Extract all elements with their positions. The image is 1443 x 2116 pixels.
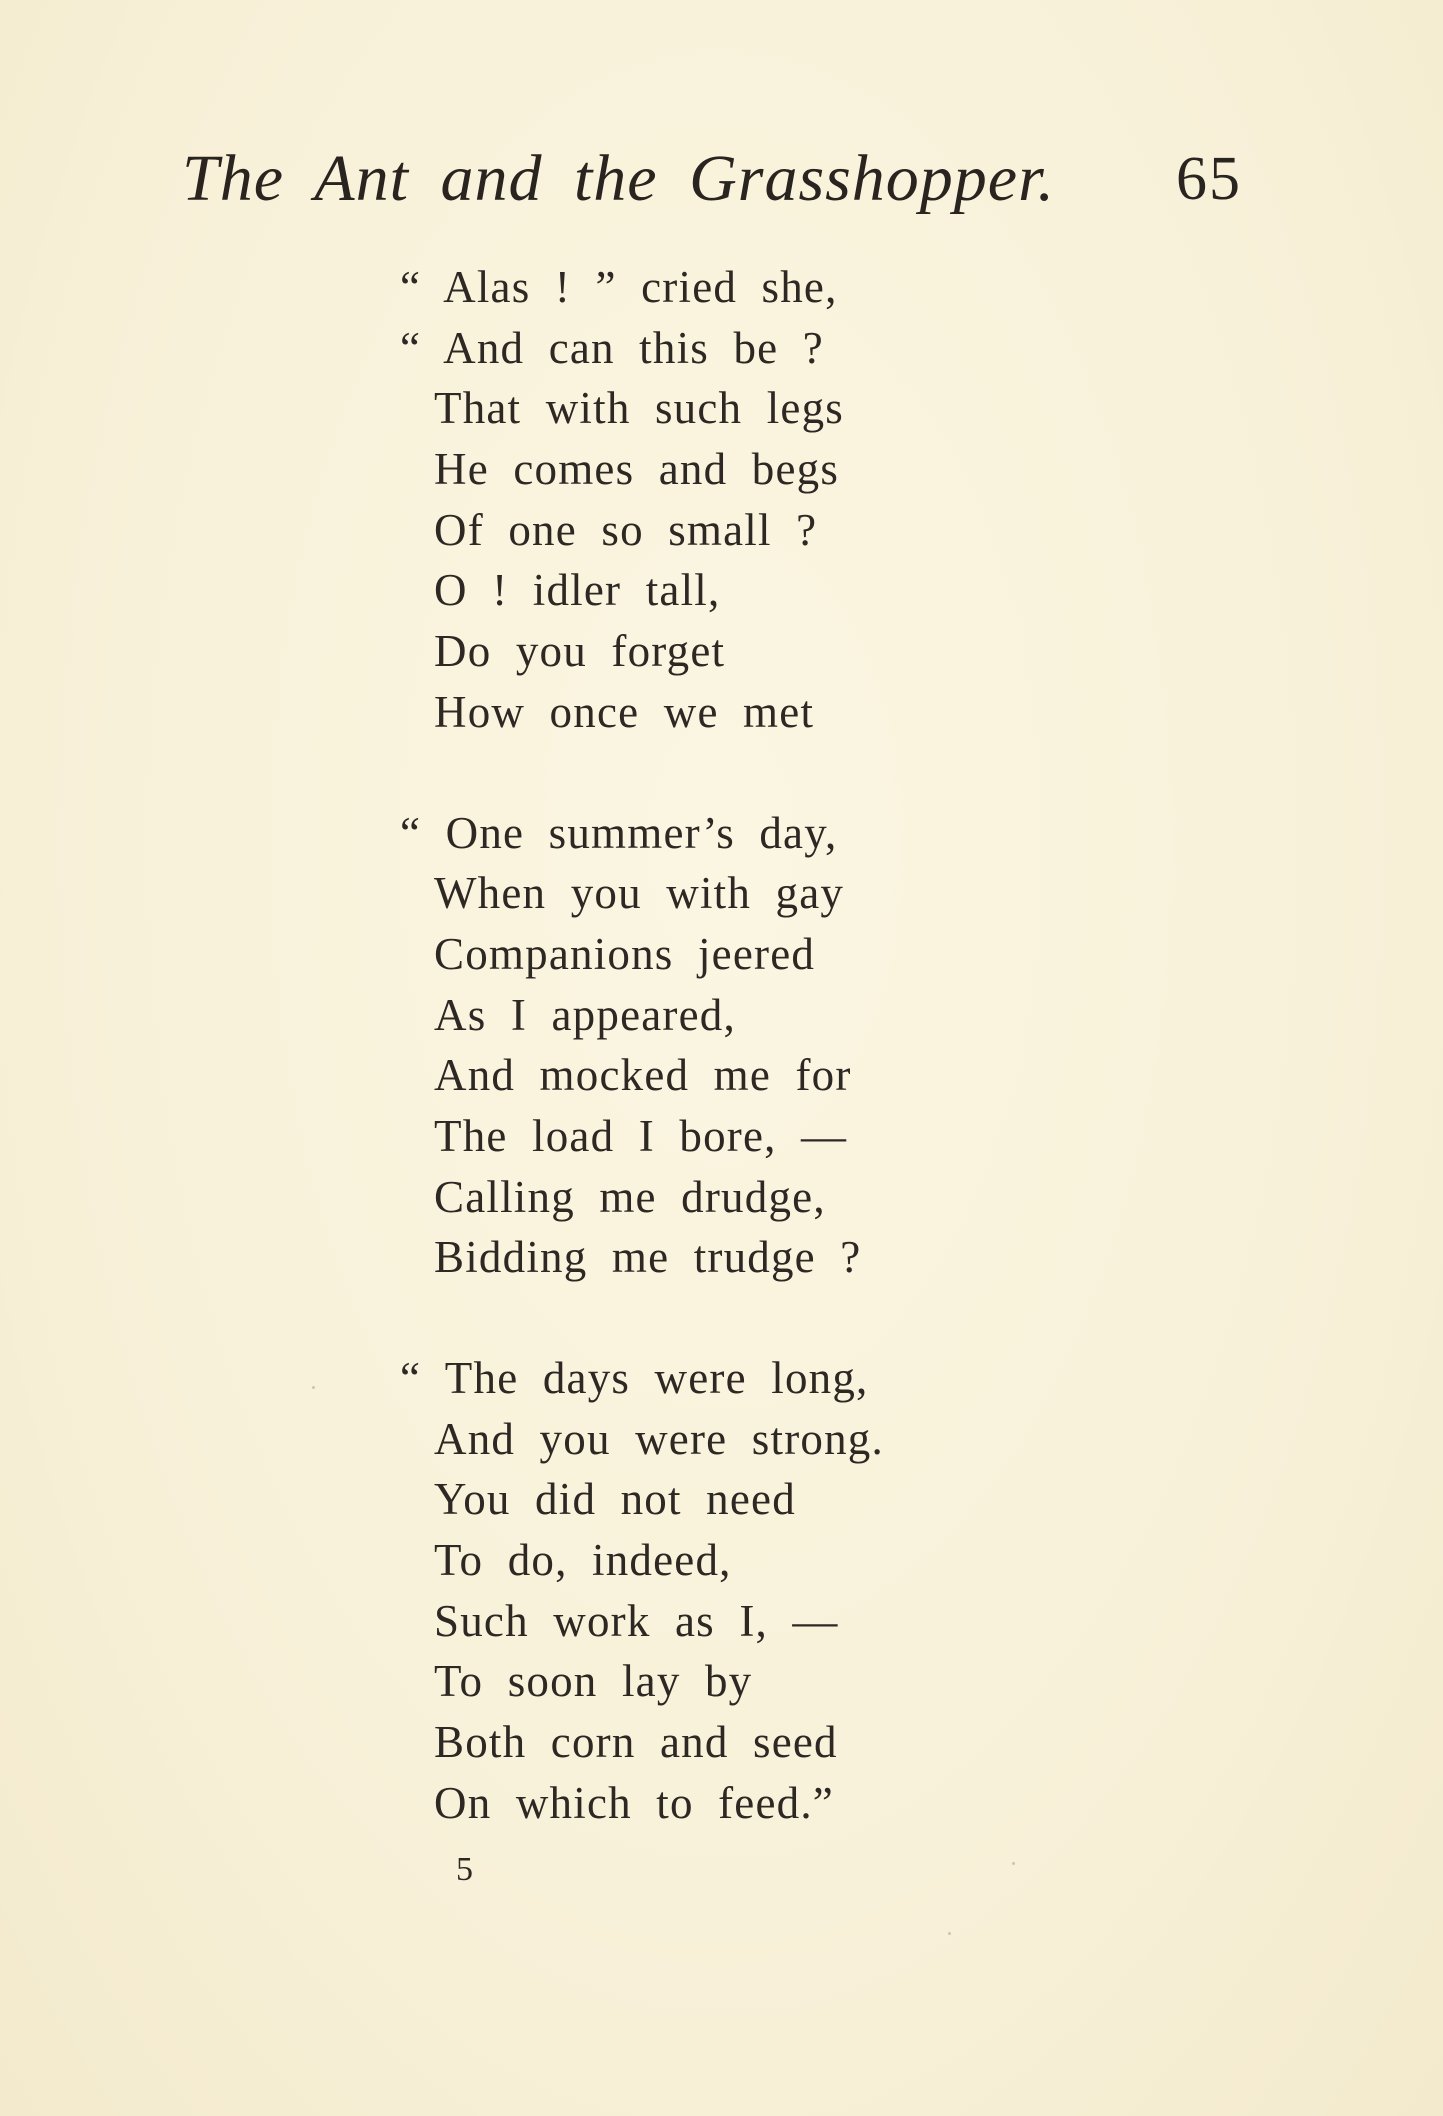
poem-line: And you were strong. [434, 1413, 884, 1464]
stanza-1 [400, 257, 1100, 743]
poem-line: He comes and begs [434, 444, 840, 495]
poem-line: “ The days were long, [400, 1353, 869, 1403]
paper-speck [1012, 1862, 1015, 1865]
poem-line: And mocked me for [434, 1050, 852, 1101]
poem-line: “ And can this be ? [400, 322, 824, 373]
paper-speck [948, 1932, 951, 1935]
poem-line: Calling me drudge, [434, 1171, 826, 1222]
signature-mark: 5 [456, 1851, 473, 1888]
poem-line: Such work as I, — [434, 1595, 839, 1646]
poem-line: O ! idler tall, [434, 565, 721, 616]
stanza-3 [400, 1348, 1100, 1834]
poem-line: Both corn and seed [434, 1717, 838, 1768]
poem [400, 257, 1100, 1894]
poem-line: The load I bore, — [434, 1110, 848, 1161]
poem-line: On which to feed.” [434, 1777, 834, 1828]
poem-line: To soon lay by [434, 1656, 753, 1707]
poem-line: You did not need [434, 1474, 796, 1525]
poem-line: That with such legs [434, 383, 844, 434]
paper-speck [312, 1386, 315, 1389]
poem-line: Bidding me trudge ? [434, 1232, 862, 1283]
poem-line: Do you forget [434, 626, 726, 677]
poem-line: “ Alas ! ” cried she, [400, 262, 838, 312]
poem-line: When you with gay [434, 868, 845, 919]
poem-line: Companions jeered [434, 928, 816, 979]
poem-line: Of one so small ? [434, 504, 818, 555]
stanza-2 [400, 803, 1100, 1289]
poem-line: As I appeared, [434, 989, 736, 1040]
running-head [182, 134, 1242, 224]
poem-line: To do, indeed, [434, 1535, 732, 1586]
running-title: The Ant and the Grasshopper. [182, 142, 1055, 215]
poem-line: How once we met [434, 686, 815, 737]
page-number: 65 [1176, 145, 1242, 213]
poem-line: “ One summer’s day, [400, 807, 838, 858]
